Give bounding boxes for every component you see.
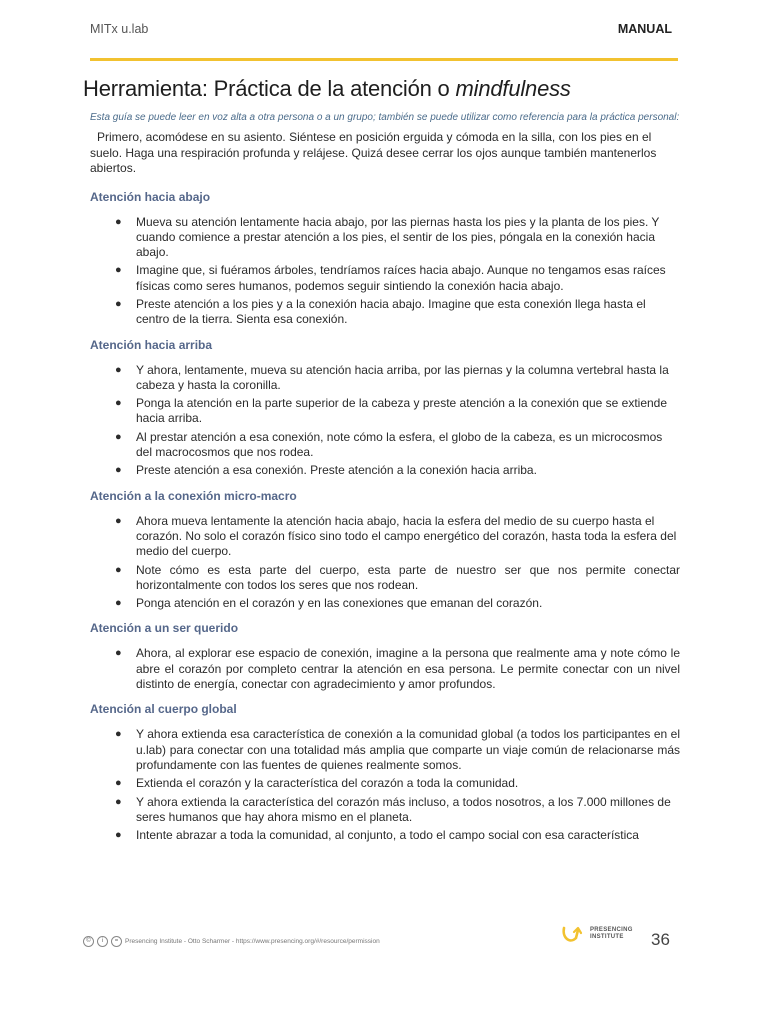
list-item-text: Preste atención a esa conexión. Preste atención a la conexión hacia arriba.: [136, 463, 537, 478]
bullet-icon: ●: [115, 215, 122, 228]
bullet-icon: ●: [115, 728, 122, 741]
logo-text: [590, 927, 633, 941]
bullet-list: [90, 215, 680, 328]
section-heading: Atención hacia arriba: [90, 337, 213, 352]
cc-icon: ©: [83, 936, 94, 947]
logo-line-1: PRESENCING: [590, 927, 633, 933]
bullet-icon: ●: [115, 777, 122, 790]
presencing-logo: [560, 922, 633, 946]
list-item: [90, 430, 680, 461]
usage-note: Esta guía se puede leer en voz alta a otra persona o a un grupo; también se puede utilizar como referencia para la práctica personal:: [90, 112, 680, 123]
bullet-icon: ●: [115, 563, 122, 576]
list-item: [90, 596, 680, 611]
bullet-icon: ●: [115, 514, 122, 527]
list-item-text: Preste atención a los pies y a la conexión hacia abajo. Imagine que esta conexión llega hasta el centro de la tierra. Sienta esa conexión.: [136, 296, 646, 327]
list-item-text: Y ahora extienda esa característica de conexión a la comunidad global (a todos los participantes en el u.lab) para conectar con una totalidad más amplia que comparte un viaje común de relacionarse más profundamente con las fuentes de quienes realmente somos.: [136, 727, 680, 772]
list-item-text: Ponga la atención en la parte superior de la cabeza y preste atención a la conexión que se extiende hacia arriba.: [136, 396, 668, 426]
list-item-text: Ahora mueva lentamente la atención hacia abajo, hacia la esfera del medio de su cuerpo hasta el corazón. No solo el corazón físico sino todo el campo energético del corazón, hasta toda la esfera del medio del cuerpo.: [136, 513, 677, 559]
footer-license: [83, 936, 380, 947]
section-heading: Atención a un ser querido: [90, 621, 239, 636]
sections-container: [90, 190, 680, 844]
bullet-icon: ●: [115, 795, 122, 808]
bullet-icon: ●: [115, 829, 122, 842]
list-item: [90, 263, 680, 294]
bullet-icon: ●: [115, 363, 122, 376]
logo-mark-icon: [560, 922, 586, 946]
bullet-icon: ●: [115, 297, 122, 310]
title-italic: mindfulness: [455, 76, 571, 101]
bullet-icon: ●: [115, 397, 122, 410]
list-item: [90, 563, 680, 594]
list-item: [90, 514, 680, 560]
nd-icon: =: [111, 936, 122, 947]
list-item-text: Y ahora extienda la característica del corazón más incluso, a todos nosotros, a los 7.000 millones de seres humanos que hay ahora mismo en el planeta.: [136, 794, 671, 824]
title-main: Herramienta: Práctica de la atención o: [83, 76, 456, 101]
list-item-text: Al prestar atención a esa conexión, note cómo la esfera, el globo de la cabeza, es un microcosmos del macrocosmos que nos rodea.: [136, 429, 663, 460]
page-title: [83, 76, 571, 102]
header-manual: MANUAL: [617, 22, 672, 36]
bullet-list: [90, 646, 680, 692]
main-content: [90, 111, 680, 853]
bullet-icon: ●: [115, 597, 122, 610]
list-item: [90, 463, 680, 478]
list-item-text: Ahora, al explorar ese espacio de conexión, imagine a la persona que realmente ama y note cómo le abre el corazón por completo centrar la atención en esa persona. Le permite conectar con un nivel distinto de energía, conectar con agradecimiento y amor profundos.: [136, 646, 680, 692]
list-item: [90, 363, 680, 394]
list-item: [90, 727, 680, 773]
bullet-icon: ●: [115, 464, 122, 477]
list-item: [90, 215, 680, 261]
list-item-text: Note cómo es esta parte del cuerpo, esta parte de nuestro ser que nos permite conectar horizontalmente con todos los seres que nos rodean.: [136, 562, 680, 592]
section-heading: Atención a la conexión micro-macro: [90, 488, 297, 503]
by-icon: i: [97, 936, 108, 947]
bullet-list: [90, 727, 680, 843]
section-heading: Atención al cuerpo global: [90, 702, 237, 717]
list-item: [90, 396, 680, 427]
list-item-text: Y ahora, lentamente, mueva su atención hacia arriba, por las piernas y la columna vertebral hasta la cabeza y hasta la coronilla.: [136, 362, 669, 392]
bullet-icon: ●: [115, 647, 122, 660]
header-rule: [90, 58, 678, 61]
list-item-text: Imagine que, si fuéramos árboles, tendríamos raíces hacia abajo. Aunque no tengamos esas raíces físicas como seres humanos, podemos seguir sintiendo la conexión hacia abajo.: [136, 263, 666, 293]
list-item: [90, 828, 680, 843]
list-item: [90, 646, 680, 692]
bullet-list: [90, 514, 680, 612]
list-item-text: Extienda el corazón y la característica del corazón a toda la comunidad.: [136, 776, 519, 791]
intro-paragraph: Primero, acomódese en su asiento. Siéntese en posición erguida y cómoda en la silla, con los pies en el suelo. Haga una respiración profunda y relájese. Quizá desee cerrar los ojos aunque también mantenerlos abiertos.: [90, 130, 657, 175]
license-text: Presencing Institute - Otto Scharmer - https://www.presencing.org/#/resource/permission: [125, 938, 380, 945]
bullet-icon: ●: [115, 264, 122, 277]
list-item-text: Mueva su atención lentamente hacia abajo, por las piernas hasta los pies y la planta de los pies. Y cuando comience a prestar atención a los pies, el sentir de los pies, póngala en la conexión hacia abajo.: [136, 214, 660, 260]
bullet-list: [90, 363, 680, 479]
list-item-text: Ponga atención en el corazón y en las conexiones que emanan del corazón.: [136, 596, 543, 611]
header-course: MITx u.lab: [90, 22, 149, 36]
logo-line-2: INSTITUTE: [590, 934, 624, 940]
page-number: 36: [651, 930, 670, 949]
list-item: [90, 795, 680, 826]
list-item: [90, 776, 680, 791]
bullet-icon: ●: [115, 430, 122, 443]
list-item: [90, 297, 680, 328]
section-heading: Atención hacia abajo: [90, 189, 211, 204]
list-item-text: Intente abrazar a toda la comunidad, al conjunto, a todo el campo social con esa característica: [136, 828, 639, 843]
